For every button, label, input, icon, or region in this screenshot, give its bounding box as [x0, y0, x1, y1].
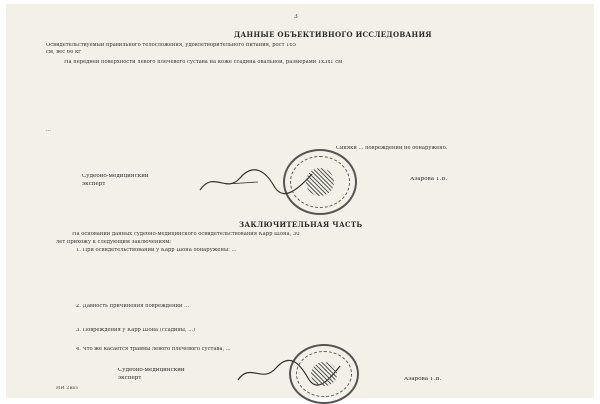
- section-title-conclusion: ЗАКЛЮЧИТЕЛЬНАЯ ЧАСТЬ: [239, 221, 363, 228]
- signature2-name: Азарова Т.В.: [404, 377, 442, 382]
- body-line: ...: [46, 128, 51, 133]
- official-seal-2: [289, 344, 359, 404]
- body-line: Освидетельствуемый правильного телосложения, удовлетворительного питания, рост 165: [46, 43, 297, 48]
- body-line: см, вес 66 кг: [46, 50, 81, 55]
- signature2-role-line1: Судебно-медицинский: [118, 368, 185, 373]
- body-line: На передней поверхности левого плечевого сустава на коже ссадина овальной, размерами 1х3х1 см: [64, 60, 343, 65]
- signature1-role-line1: Судебно-медицинский: [82, 174, 149, 179]
- signature2-role-line2: эксперт: [118, 376, 142, 381]
- official-seal: [283, 149, 357, 215]
- footer-mark: ИИ 2ввз: [56, 386, 78, 391]
- document-page: [6, 4, 594, 398]
- conclusion-item-2: 2. Давность причинения повреждений ...: [76, 304, 190, 309]
- body-line: Синяки ... повреждений не обнаружено.: [336, 146, 448, 151]
- conclusion-item-3: 3. Повреждения у Карр Шона (ссадины, ...): [76, 328, 196, 333]
- conclusion-item-1: 1. При освидетельствовании у Карр Шона обнаружены: ...: [76, 248, 237, 253]
- body-line: На основании данных судебно-медицинского освидетельствования Карр Шона, 30: [72, 232, 300, 237]
- signature1-name: Азарова Т.В.: [410, 177, 448, 182]
- conclusion-item-4: 4. Что же касается травмы левого плечевого сустава, ...: [76, 347, 231, 352]
- body-line: лет прихожу к следующим заключениям:: [56, 240, 171, 245]
- signature1-role-line2: эксперт: [82, 182, 106, 187]
- section-title-objective-study: ДАННЫЕ ОБЪЕКТИВНОГО ИССЛЕДОВАНИЯ: [234, 31, 432, 38]
- page-number: 3: [294, 14, 298, 20]
